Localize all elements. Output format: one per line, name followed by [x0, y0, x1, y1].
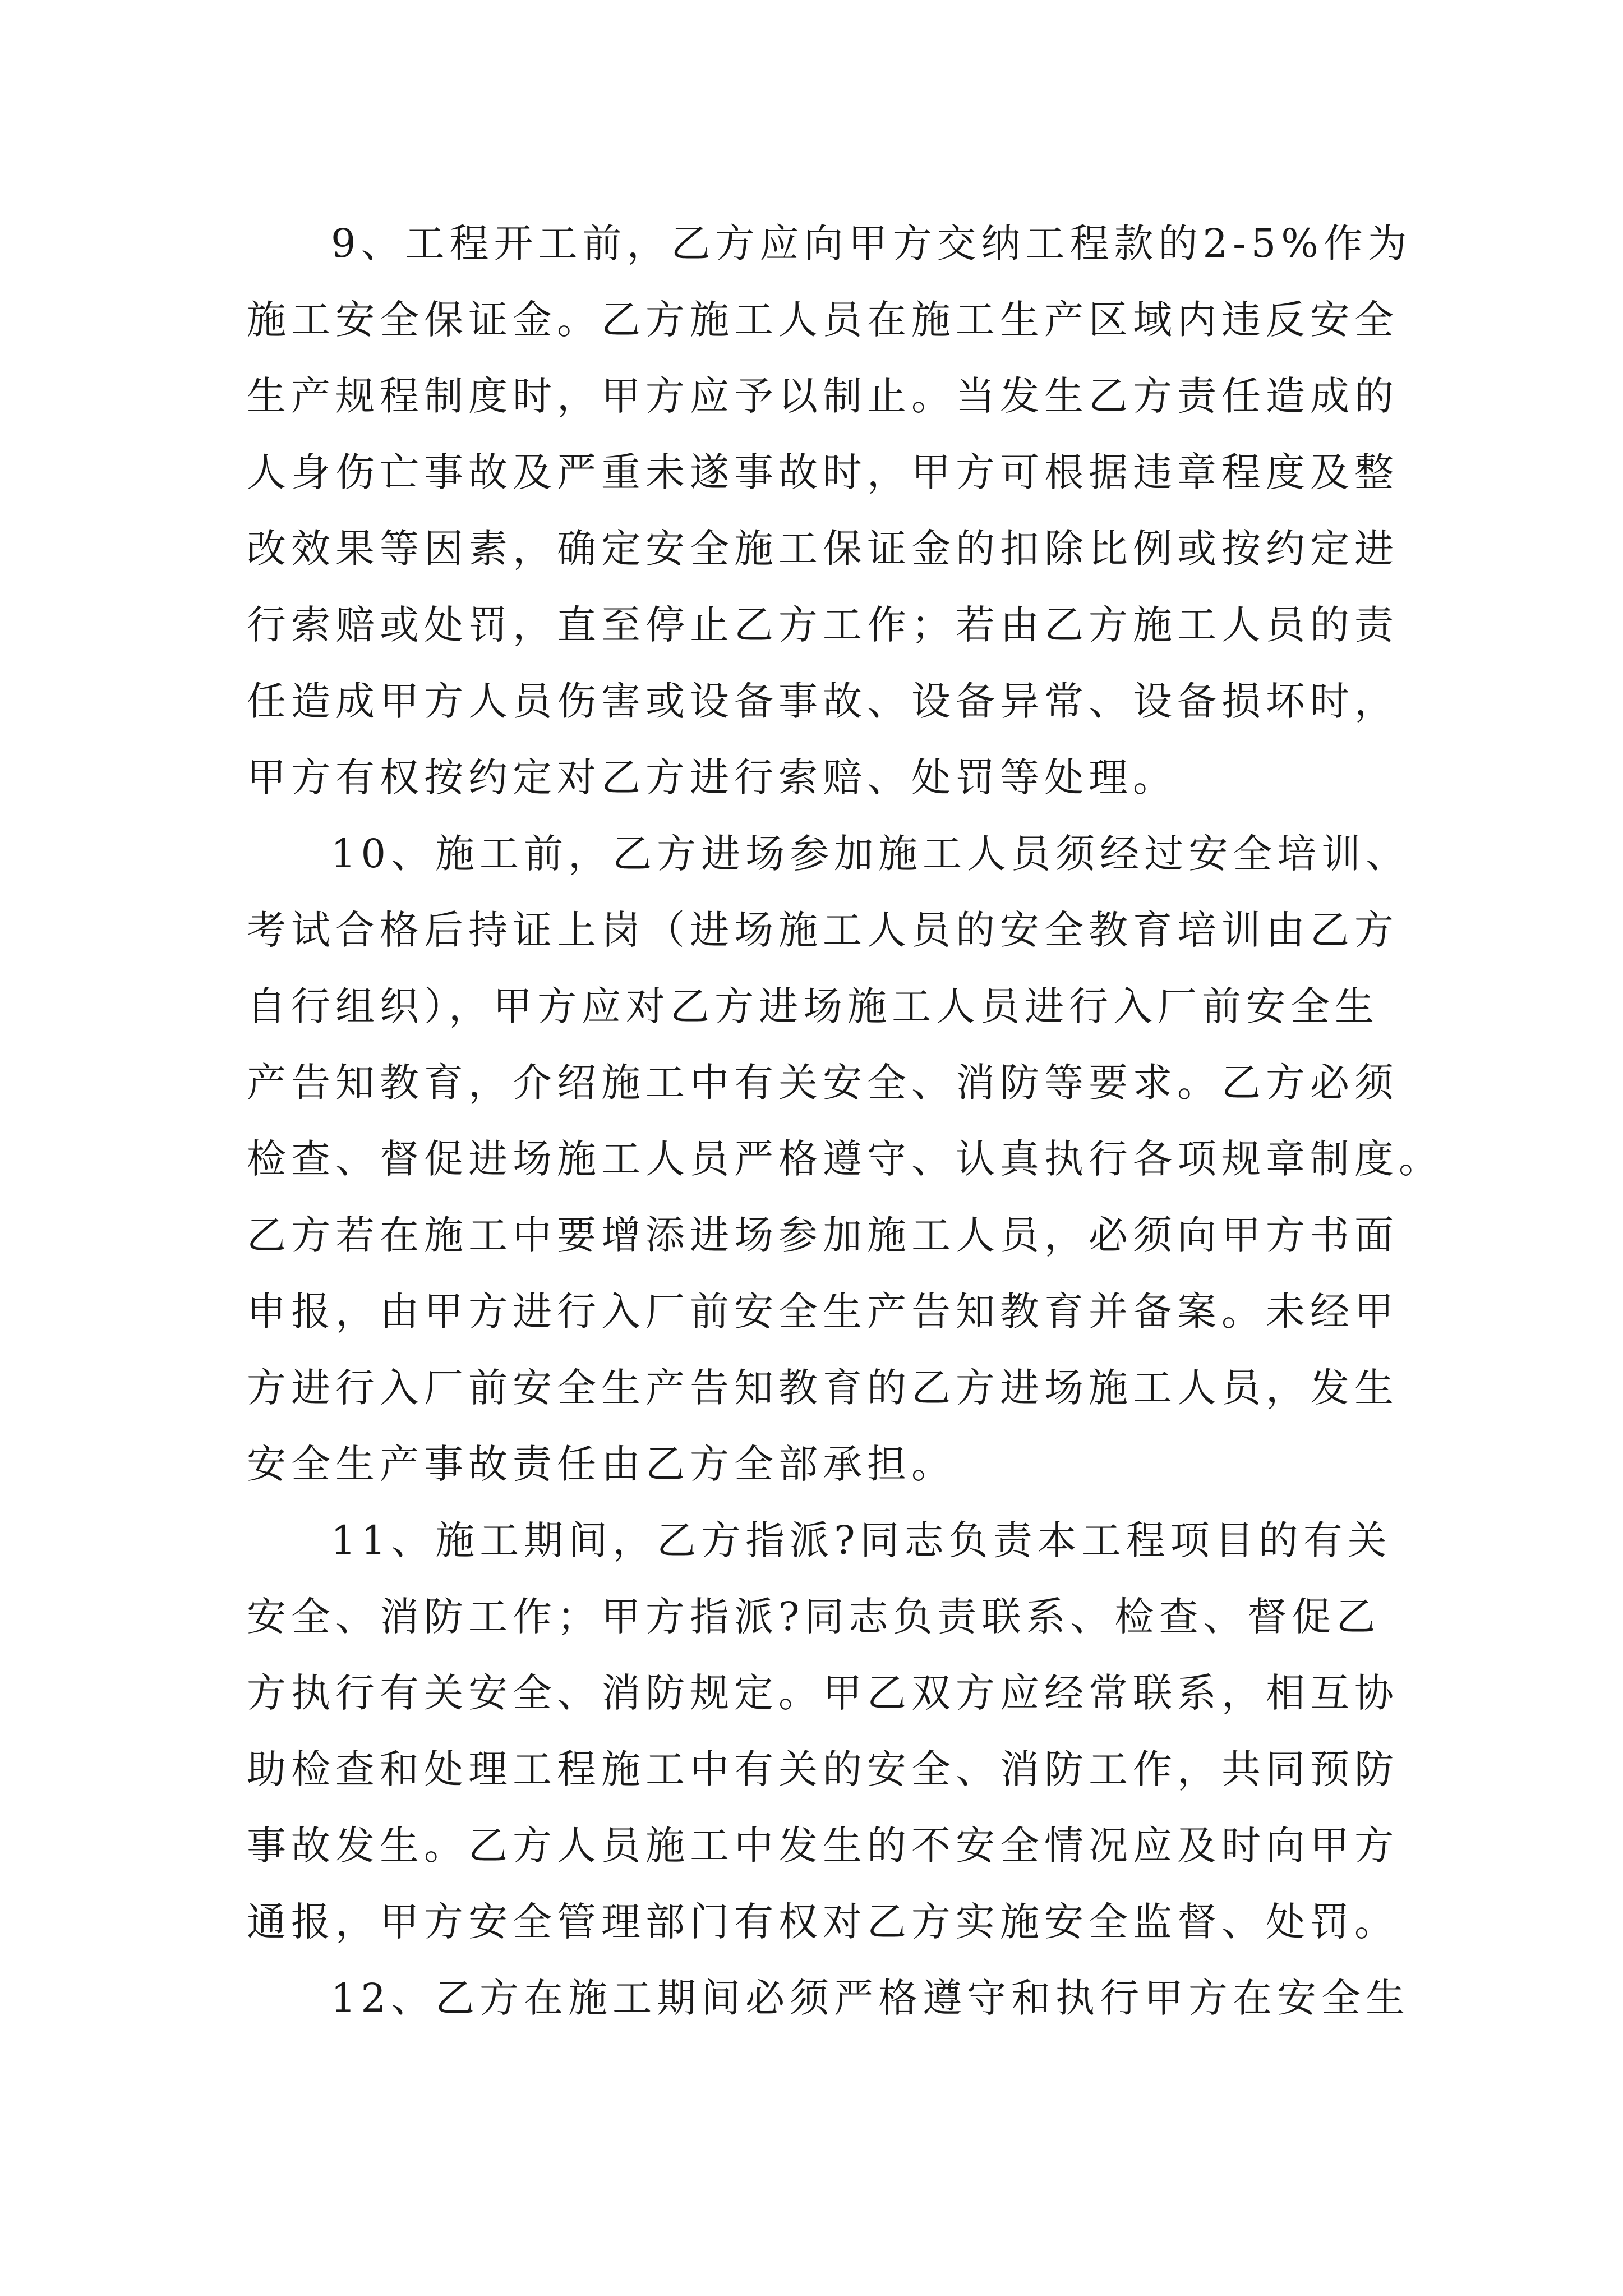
text-line: 甲方有权按约定对乙方进行索赔、处罚等处理。 — [247, 754, 1177, 800]
text-line: 人身伤亡事故及严重未遂事故时，甲方可根据违章程度及整 — [247, 449, 1399, 495]
text-line: 改效果等因素，确定安全施工保证金的扣除比例或按约定进 — [247, 526, 1399, 572]
text-line: 施工安全保证金。乙方施工人员在施工生产区域内违反安全 — [247, 297, 1399, 343]
text-line: 方进行入厂前安全生产告知教育的乙方进场施工人员，发生 — [247, 1365, 1399, 1411]
text-line: 12、乙方在施工期间必须严格遵守和执行甲方在安全生 — [331, 1975, 1410, 2021]
text-line: 助检查和处理工程施工中有关的安全、消防工作，共同预防 — [247, 1746, 1399, 1792]
text-line: 检查、督促进场施工人员严格遵守、认真执行各项规章制度。 — [247, 1136, 1443, 1182]
text-line: 行索赔或处罚，直至停止乙方工作；若由乙方施工人员的责 — [247, 602, 1399, 648]
text-line: 自行组织），甲方应对乙方进场施工人员进行入厂前安全生 — [247, 983, 1379, 1029]
text-line: 11、施工期间，乙方指派?同志负责本工程项目的有关 — [331, 1517, 1392, 1563]
text-line: 通报，甲方安全管理部门有权对乙方实施安全监督、处罚。 — [247, 1899, 1399, 1945]
paragraph-10 — [247, 816, 1443, 1502]
paragraph-11 — [247, 1502, 1399, 1960]
text-line: 生产规程制度时，甲方应予以制止。当发生乙方责任造成的 — [247, 373, 1399, 419]
text-line: 安全、消防工作；甲方指派?同志负责联系、检查、督促乙 — [247, 1594, 1381, 1640]
text-line: 产告知教育，介绍施工中有关安全、消防等要求。乙方必须 — [247, 1060, 1399, 1106]
text-line: 申报，由甲方进行入厂前安全生产告知教育并备案。未经甲 — [247, 1289, 1399, 1335]
paragraph-12 — [247, 1960, 1410, 2036]
paragraph-9 — [247, 205, 1412, 816]
text-line: 9、工程开工前，乙方应向甲方交纳工程款的2-5%作为 — [331, 220, 1412, 266]
text-line: 事故发生。乙方人员施工中发生的不安全情况应及时向甲方 — [247, 1823, 1399, 1869]
text-line: 10、施工前，乙方进场参加施工人员须经过安全培训、 — [331, 831, 1410, 877]
text-line: 任造成甲方人员伤害或设备事故、设备异常、设备损坏时， — [247, 678, 1399, 724]
document-body — [247, 205, 1443, 2036]
text-line: 乙方若在施工中要增添进场参加施工人员，必须向甲方书面 — [247, 1212, 1399, 1258]
text-line: 方执行有关安全、消防规定。甲乙双方应经常联系，相互协 — [247, 1670, 1399, 1716]
text-line: 安全生产事故责任由乙方全部承担。 — [247, 1441, 956, 1487]
text-line: 考试合格后持证上岗（进场施工人员的安全教育培训由乙方 — [247, 907, 1399, 953]
